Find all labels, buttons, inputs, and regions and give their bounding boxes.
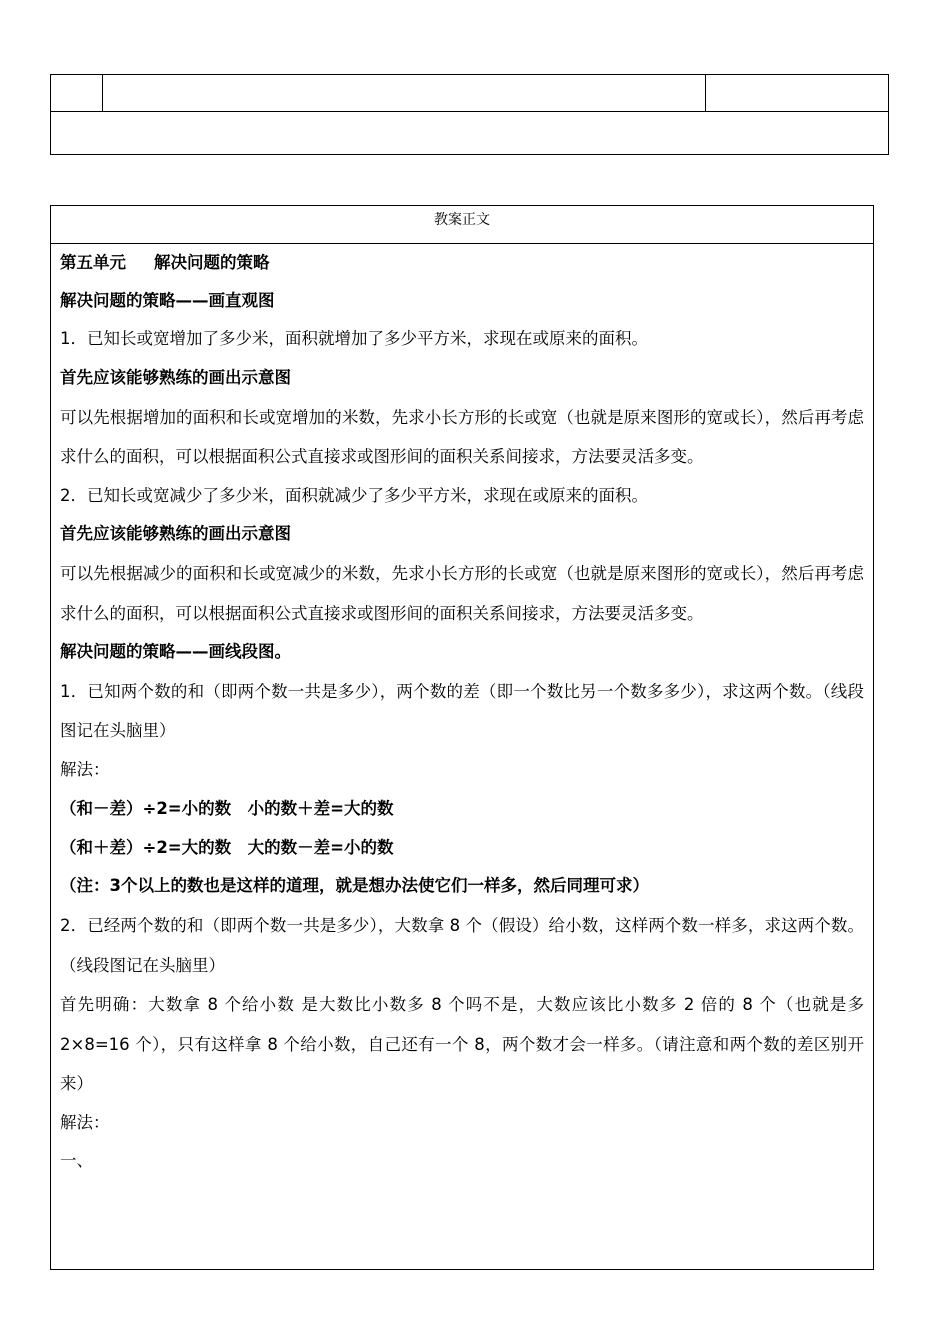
formula-1: （和－差）÷2=小的数 小的数＋差=大的数 [60, 798, 394, 818]
formula-note: （注：3个以上的数也是这样的道理，就是想办法使它们一样多，然后同理可求） [60, 876, 649, 896]
formula-2: （和＋差）÷2=大的数 大的数－差=小的数 [60, 837, 394, 857]
unit-subtitle: 解决问题的策略 [154, 253, 270, 272]
section-1-subheading-1: 首先应该能够熟练的画出示意图 [60, 367, 291, 387]
section-1-explanation-2: 可以先根据减少的面积和长或宽减少的米数，先求小长方形的长或宽（也就是原来图形的宽或长），然后再考虑求什么的面积，可以根据面积公式直接求或图形间的面积关系间接求，方法要灵活多变。 [60, 564, 864, 623]
section-2-title: 解决问题的策略——画线段图。 [60, 642, 291, 662]
lesson-plan-header: 教案正文 [51, 206, 873, 244]
info-cell-wide [51, 112, 889, 155]
info-cell-1 [51, 75, 103, 112]
lesson-content [51, 244, 873, 1181]
info-cell-3 [706, 75, 889, 112]
info-cell-2 [103, 75, 706, 112]
unit-heading [60, 244, 864, 282]
solution-label-2: 解法： [60, 1112, 110, 1132]
solution-label: 解法： [60, 759, 110, 779]
section-2-clarification: 首先明确：大数拿 8 个给小数 是大数比小数多 8 个吗不是，大数应该比小数多 2 倍的 8 个（也就是多 2×8=16 个），只有这样拿 8 个给小数，自己还有一个 8，两个数才会一样多。（请注意和两个数的差区别开来） [60, 995, 864, 1094]
solution-step-1: 一、 [60, 1151, 93, 1171]
section-2-item-2: 2．已经两个数的和（即两个数一共是多少），大数拿 8 个（假设）给小数，这样两个数一样多，求这两个数。（线段图记在头脑里） [60, 916, 864, 975]
section-1-item-2: 2．已知长或宽减少了多少米，面积就减少了多少平方米，求现在或原来的面积。 [60, 485, 648, 505]
lesson-plan-body [50, 205, 874, 1270]
section-1-item-1: 1．已知长或宽增加了多少米，面积就增加了多少平方米，求现在或原来的面积。 [60, 329, 648, 348]
section-1-explanation-1: 可以先根据增加的面积和长或宽增加的米数，先求小长方形的长或宽（也就是原来图形的宽或长），然后再考虑求什么的面积，可以根据面积公式直接求或图形间的面积关系间接求，方法要灵活多变。 [60, 407, 864, 467]
section-1-title: 解决问题的策略——画直观图 [60, 291, 275, 310]
section-2-item-1: 1．已知两个数的和（即两个数一共是多少），两个数的差（即一个数比另一个数多多少），求这两个数。（线段图记在头脑里） [60, 681, 864, 741]
unit-title: 第五单元 [60, 253, 126, 272]
header-info-table [50, 74, 889, 155]
section-1-subheading-2: 首先应该能够熟练的画出示意图 [60, 524, 291, 544]
